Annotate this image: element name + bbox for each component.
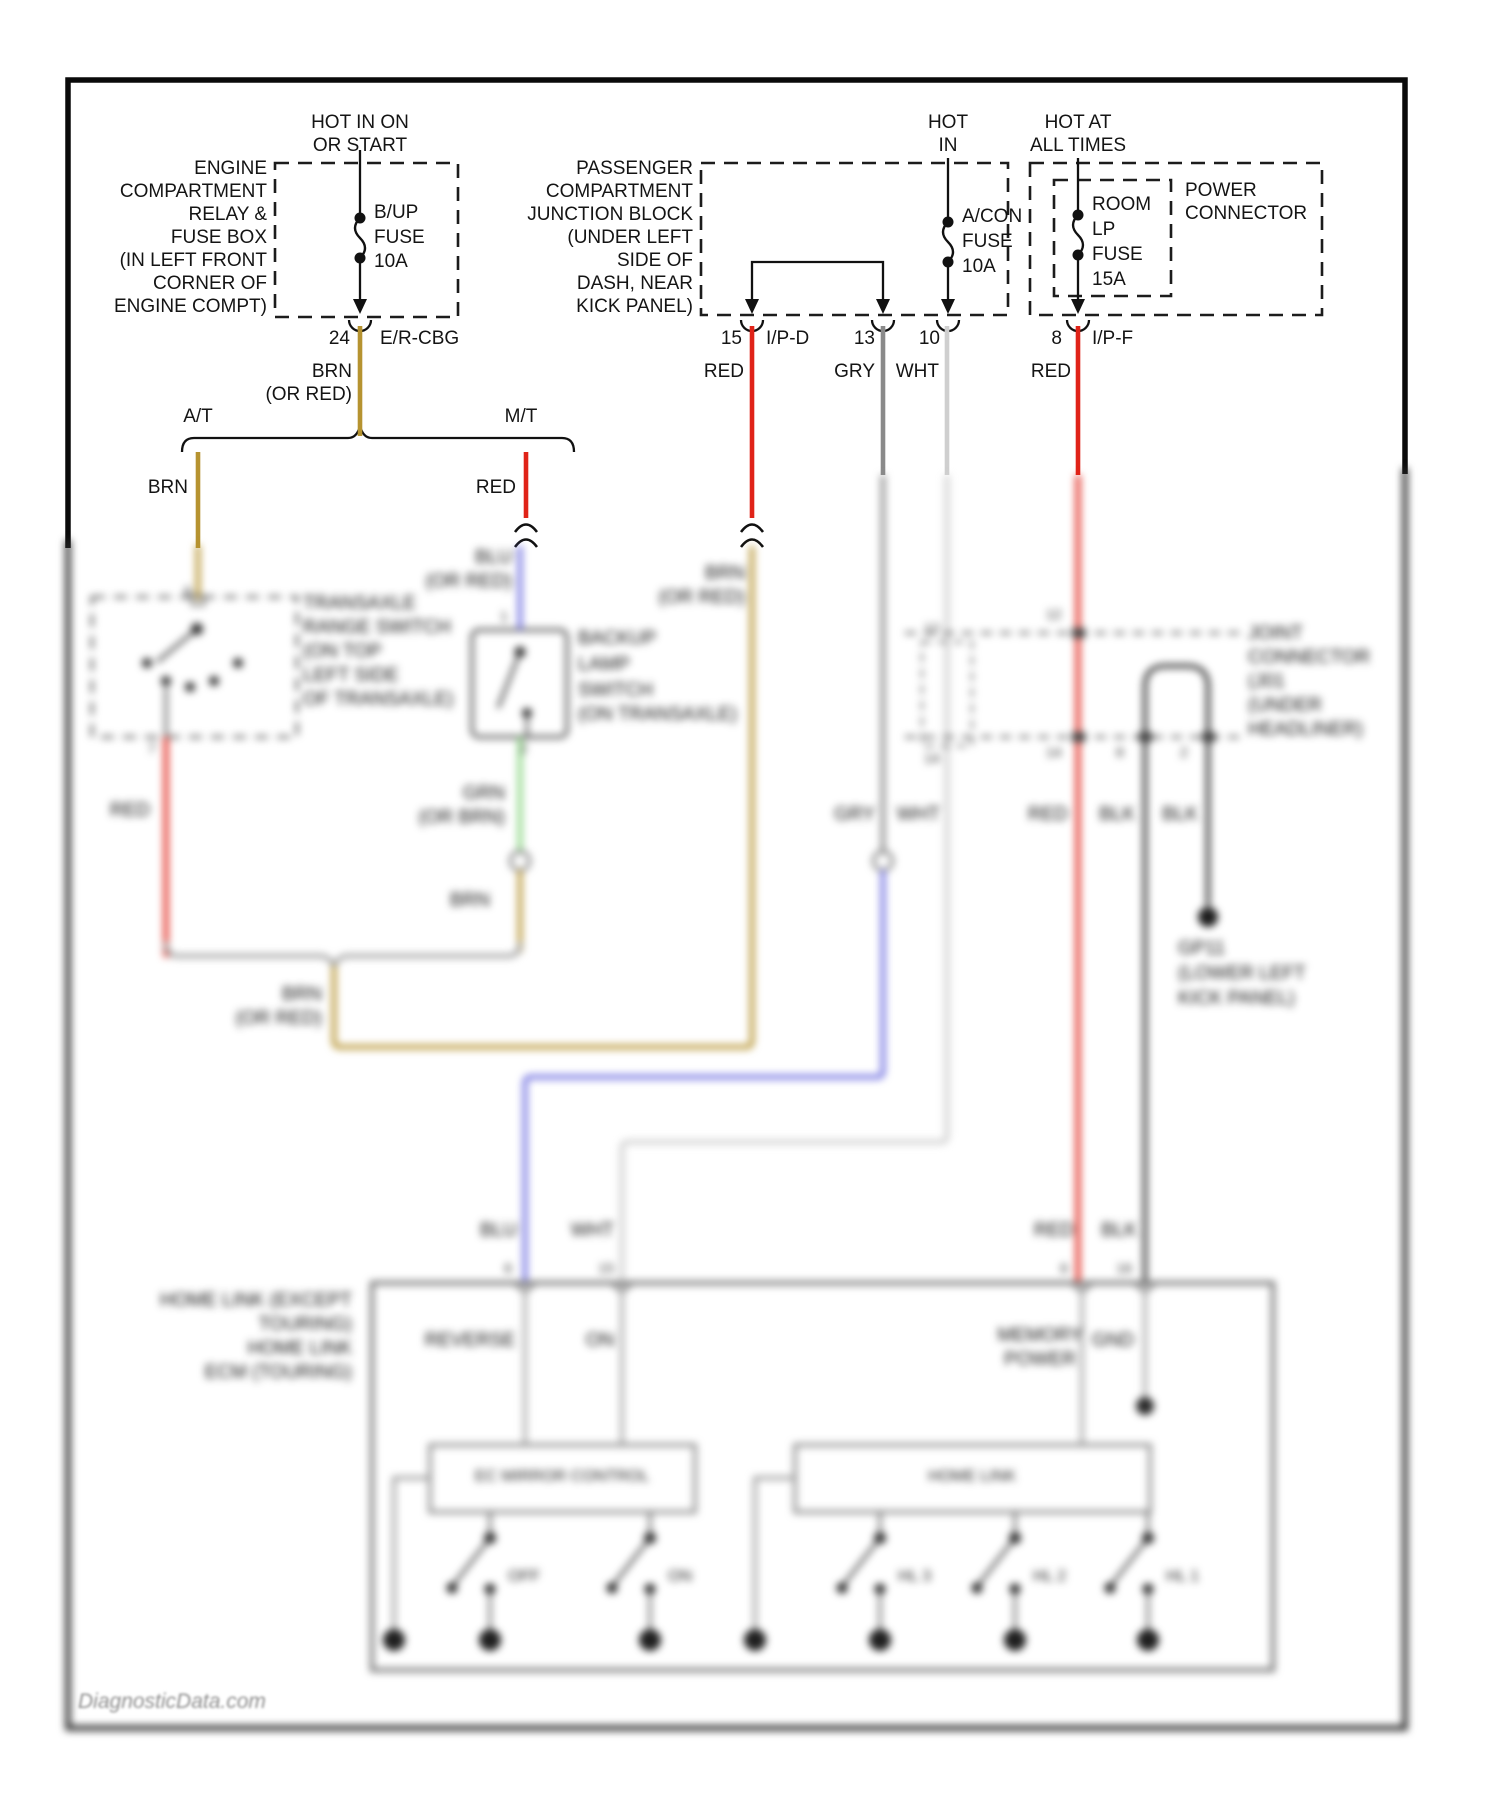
joint-connector-label: HEADLINER) xyxy=(1248,719,1364,740)
room-fuse-label: FUSE xyxy=(1092,244,1143,265)
tiny-pin: 2 xyxy=(520,740,528,756)
red-wire-label-blur: RED xyxy=(109,800,150,821)
tiny-pin: 14 xyxy=(1046,744,1062,760)
acon-fuse-label: FUSE xyxy=(962,231,1013,252)
joint-connector-label: (UNDER xyxy=(1248,695,1322,716)
common-terminal-runs xyxy=(394,1478,795,1629)
passenger-box-label: KICK PANEL) xyxy=(576,296,693,317)
blk-label-mid1: BLK xyxy=(1099,804,1135,825)
passenger-box-label: (UNDER LEFT xyxy=(567,227,693,248)
switch-label-on: ON xyxy=(668,1568,692,1585)
transaxle-label: LEFT SIDE xyxy=(303,665,399,686)
pin-15: 15 xyxy=(720,328,742,349)
bup-fuse-label: FUSE xyxy=(374,227,425,248)
brn-label-blur: BRN xyxy=(449,890,490,911)
page-border-blurred xyxy=(68,468,1405,1728)
brn-or-red-a: BRN xyxy=(704,563,745,584)
backup-switch xyxy=(498,647,532,738)
brn-or-red-label: BRN xyxy=(311,361,352,382)
backup-label: LAMP xyxy=(578,654,630,675)
pin-8: 8 xyxy=(1051,328,1062,349)
passenger-box-label: JUNCTION BLOCK xyxy=(527,204,693,225)
passenger-box-label: COMPARTMENT xyxy=(545,181,693,202)
joint-connector-label: JOINT xyxy=(1248,623,1303,644)
tiny-pin: 12 xyxy=(924,620,940,636)
wht-label-mid: WHT xyxy=(896,804,940,825)
joint-connector-label: (J01 xyxy=(1248,671,1285,692)
bup-fuse-label: B/UP xyxy=(374,202,419,223)
passenger-box-label: DASH, NEAR xyxy=(576,273,693,294)
engine-box-label: FUSE BOX xyxy=(170,227,267,248)
brn-or-red-b: BRN xyxy=(281,984,322,1005)
power-connector-label: POWER xyxy=(1185,180,1257,201)
hot-in-on-line1: HOT IN ON xyxy=(311,112,409,133)
red8-label: RED xyxy=(1030,361,1071,382)
backup-label: (ON TRANSAXLE) xyxy=(578,704,738,725)
tiny-pin: 12 xyxy=(1046,606,1062,622)
brn-wire-label: BRN xyxy=(147,477,188,498)
room-fuse-label: 15A xyxy=(1092,269,1126,290)
tiny-pin: 14 xyxy=(924,750,940,766)
homelink-left-label: ECM (TOURING) xyxy=(204,1362,352,1383)
blk-label-mid2: BLK xyxy=(1162,804,1198,825)
gnd-junction-dot xyxy=(1136,1397,1154,1415)
brn-or-red-a: (OR RED) xyxy=(658,587,745,608)
passenger-box-label: PASSENGER xyxy=(576,158,693,179)
pin-num-reverse: 6 xyxy=(504,1260,512,1276)
transaxle-switch-outline xyxy=(92,597,297,737)
blu-or-red-label: BLU xyxy=(475,547,512,568)
switch-label-hl1: HL 1 xyxy=(1166,1568,1200,1585)
tiny-pin: 1 xyxy=(500,608,508,624)
acon-fuse-label: A/CON xyxy=(962,206,1023,227)
tiny-pin: 2 xyxy=(1180,744,1188,760)
tiny-pin: 8 xyxy=(1116,744,1124,760)
engine-box-label: (IN LEFT FRONT xyxy=(119,250,267,271)
transaxle-label: RANGE SWITCH xyxy=(303,617,451,638)
homelink-left-label: TOURING) xyxy=(258,1314,352,1335)
red-label-mid: RED xyxy=(1027,804,1068,825)
red15-label: RED xyxy=(703,361,744,382)
splice-brace xyxy=(166,942,520,967)
memory-power-label: POWER xyxy=(1004,1349,1076,1370)
pin-num-gnd: 16 xyxy=(1116,1260,1132,1276)
switch-label-hl3: HL 3 xyxy=(898,1568,932,1585)
transaxle-label: (ON TOP xyxy=(303,641,382,662)
engine-box-label: COMPARTMENT xyxy=(119,181,267,202)
hot-in-line2: IN xyxy=(938,135,958,156)
watermark: DiagnosticData.com xyxy=(78,1690,266,1713)
joint-connector-rows xyxy=(905,633,1240,737)
pin-10: 10 xyxy=(918,328,940,349)
gnd-pin-label: GND xyxy=(1091,1330,1135,1351)
conn-ipf: I/P-F xyxy=(1092,328,1134,349)
power-connector-label: CONNECTOR xyxy=(1185,203,1308,224)
brn-or-red-b: (OR RED) xyxy=(235,1008,322,1029)
engine-box-label: CORNER OF xyxy=(153,273,267,294)
gry-label: GRY xyxy=(834,361,875,382)
transaxle-rotary-switch xyxy=(142,623,243,737)
switch-label-off: OFF xyxy=(508,1568,540,1585)
passenger-box-label: SIDE OF xyxy=(616,250,693,271)
wht-label: WHT xyxy=(895,361,939,382)
brn-or-red-label: (OR RED) xyxy=(265,384,352,405)
room-fuse-label: LP xyxy=(1092,219,1116,240)
transaxle-label: OF TRANSAXLE) xyxy=(303,689,454,710)
memory-power-label: MEMORY xyxy=(997,1325,1083,1346)
reverse-pin-label: REVERSE xyxy=(424,1330,516,1351)
at-label: A/T xyxy=(183,406,213,427)
grn-or-brn-label: GRN xyxy=(462,783,505,804)
engine-box-label: ENGINE xyxy=(194,158,267,179)
tiny-pin: 6 xyxy=(184,583,192,599)
pin-num-on: 15 xyxy=(598,1260,614,1276)
pin-13: 13 xyxy=(853,328,875,349)
pin-24: 24 xyxy=(328,328,350,349)
engine-box-label: ENGINE COMPT) xyxy=(113,296,267,317)
conn-ipd: I/P-D xyxy=(766,328,810,349)
grn-or-brn-label: (OR BRN) xyxy=(418,807,505,828)
acon-fuse-label: 10A xyxy=(962,256,996,277)
hot-in-line1: HOT xyxy=(927,112,969,133)
switch-label-hl2: HL 2 xyxy=(1033,1568,1067,1585)
hot-at-line2: ALL TIMES xyxy=(1029,135,1127,156)
backup-label: BACKUP xyxy=(578,628,657,649)
blu-or-red-label: (OR RED) xyxy=(425,571,512,592)
blu-label-bot: BLU xyxy=(480,1220,517,1241)
homelink-inner-label: HOME LINK xyxy=(927,1468,1017,1485)
tiny-pin: 7 xyxy=(148,740,156,756)
ground-point-dot xyxy=(1198,907,1218,927)
transaxle-label: TRANSAXLE xyxy=(303,593,416,614)
conn-er-cbg: E/R-CBG xyxy=(380,328,460,349)
gp11-label: (LOWER LEFT xyxy=(1178,963,1306,984)
hot-in-on-line2: OR START xyxy=(312,135,408,156)
backup-label: SWITCH xyxy=(578,680,653,701)
homelink-left-label: HOME LINK (EXCEPT xyxy=(159,1290,352,1311)
backup-switch-outline xyxy=(472,630,567,737)
red-wire-label: RED xyxy=(475,477,516,498)
on-pin-label: ON xyxy=(585,1330,615,1351)
blk-label-bot: BLK xyxy=(1101,1220,1137,1241)
room-fuse-label: ROOM xyxy=(1092,194,1152,215)
ec-mirror-control-label: EC MIRROR CONTROL xyxy=(474,1468,650,1485)
bup-fuse-label: 10A xyxy=(374,251,408,272)
mt-label: M/T xyxy=(504,406,538,427)
pin-num-memory: 6 xyxy=(1060,1260,1068,1276)
engine-box-label: RELAY & xyxy=(188,204,267,225)
gp11-label: KICK PANEL) xyxy=(1178,988,1295,1009)
hot-at-line1: HOT AT xyxy=(1044,112,1112,133)
wht-label-bot: WHT xyxy=(570,1220,614,1241)
red-label-bot: RED xyxy=(1033,1220,1074,1241)
joint-connector-label: CONNECTOR xyxy=(1248,647,1371,668)
homelink-left-label: HOME LINK xyxy=(247,1338,352,1359)
gry-label-mid: GRY xyxy=(834,804,875,825)
gp11-label: GP11 xyxy=(1178,938,1226,959)
